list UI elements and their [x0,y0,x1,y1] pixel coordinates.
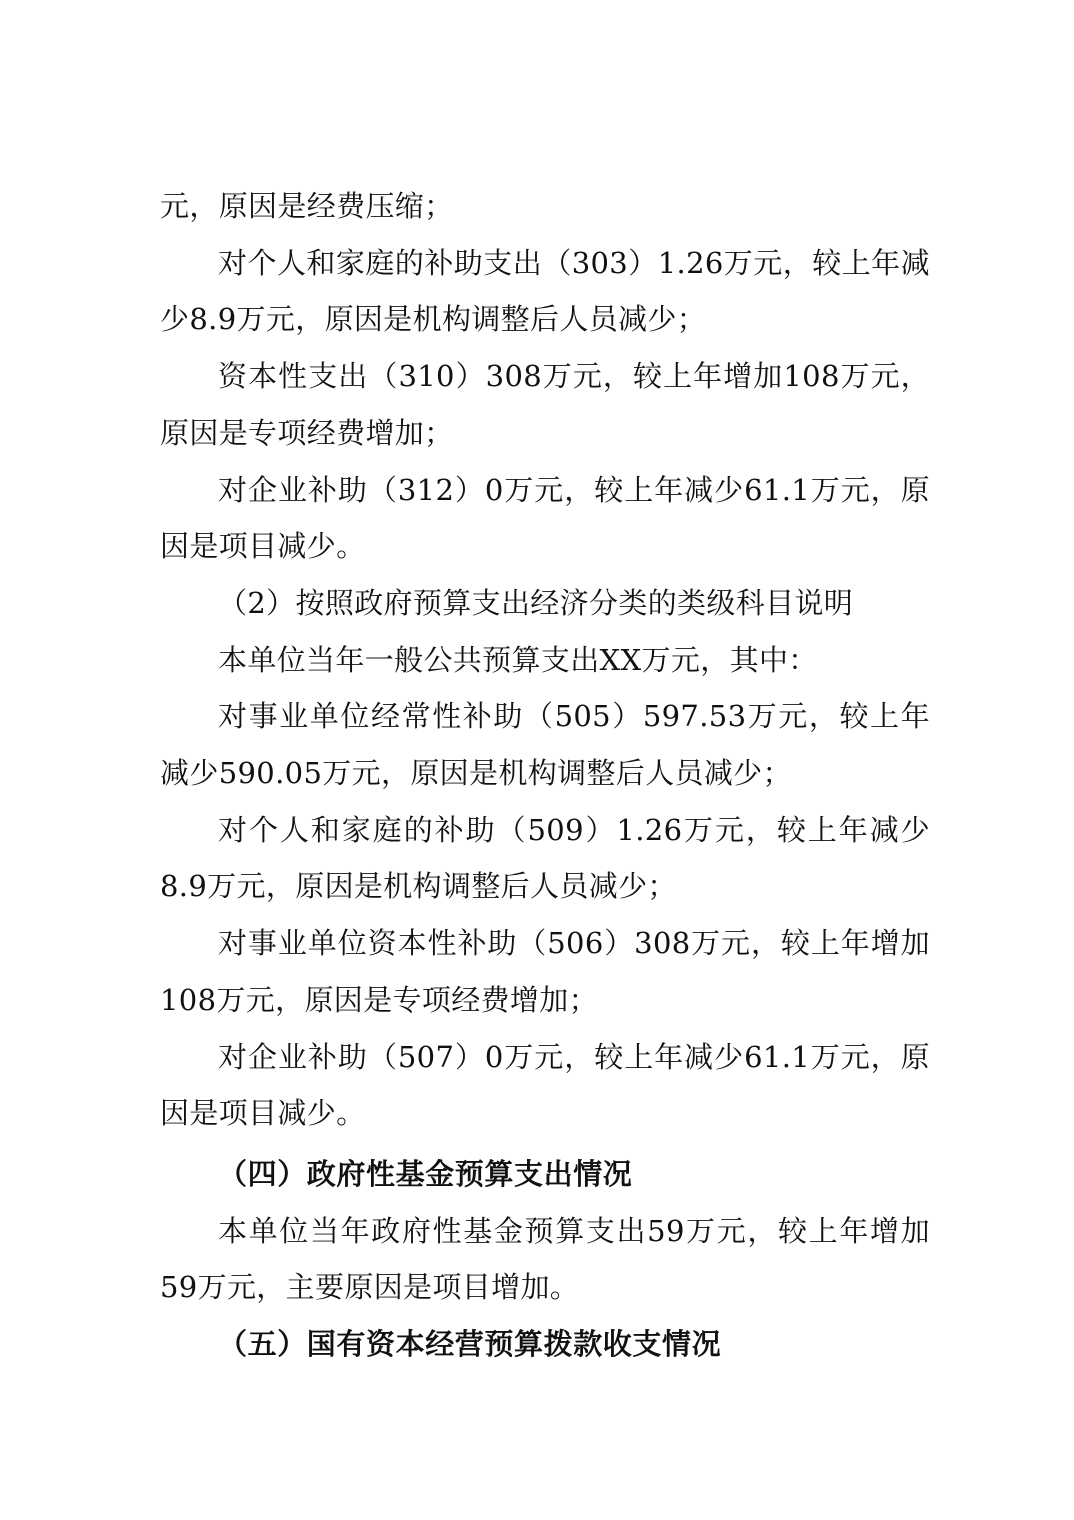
heading-state-capital: （五）国有资本经营预算拨款收支情况 [218,1327,722,1362]
document-body [160,178,930,1373]
paragraph-general-budget: 本单位当年一般公共预算支出XX万元，其中： [218,642,818,677]
paragraph-303-subsidy: 对个人和家庭的补助支出（303）1.26万元，较上年减少8.9万元，原因是机构调整后人员减少； [160,245,930,337]
subheading-economic-classification: （2）按照政府预算支出经济分类的类级科目说明 [218,585,854,620]
paragraph-507-enterprise: 对企业补助（507）0万元，较上年减少61.1万元，原因是项目减少。 [160,1039,930,1131]
paragraph-government-fund: 本单位当年政府性基金预算支出59万元，较上年增加59万元，主要原因是项目增加。 [160,1213,930,1305]
paragraph-310-capital: 资本性支出（310）308万元，较上年增加108万元，原因是专项经费增加； [160,359,930,450]
heading-government-fund: （四）政府性基金预算支出情况 [218,1156,633,1191]
paragraph-continuation: 元，原因是经费压缩； [160,189,454,223]
paragraph-312-enterprise: 对企业补助（312）0万元，较上年减少61.1万元，原因是项目减少。 [160,472,930,564]
paragraph-505-regular: 对事业单位经常性补助（505）597.53万元，较上年减少590.05万元，原因是机构调整后人员减少； [160,699,930,791]
paragraph-509-household: 对个人和家庭的补助（509）1.26万元，较上年减少8.9万元，原因是机构调整后人员减少； [160,812,930,904]
paragraph-506-capital: 对事业单位资本性补助（506）308万元，较上年增加108万元，原因是专项经费增加； [160,926,930,1017]
